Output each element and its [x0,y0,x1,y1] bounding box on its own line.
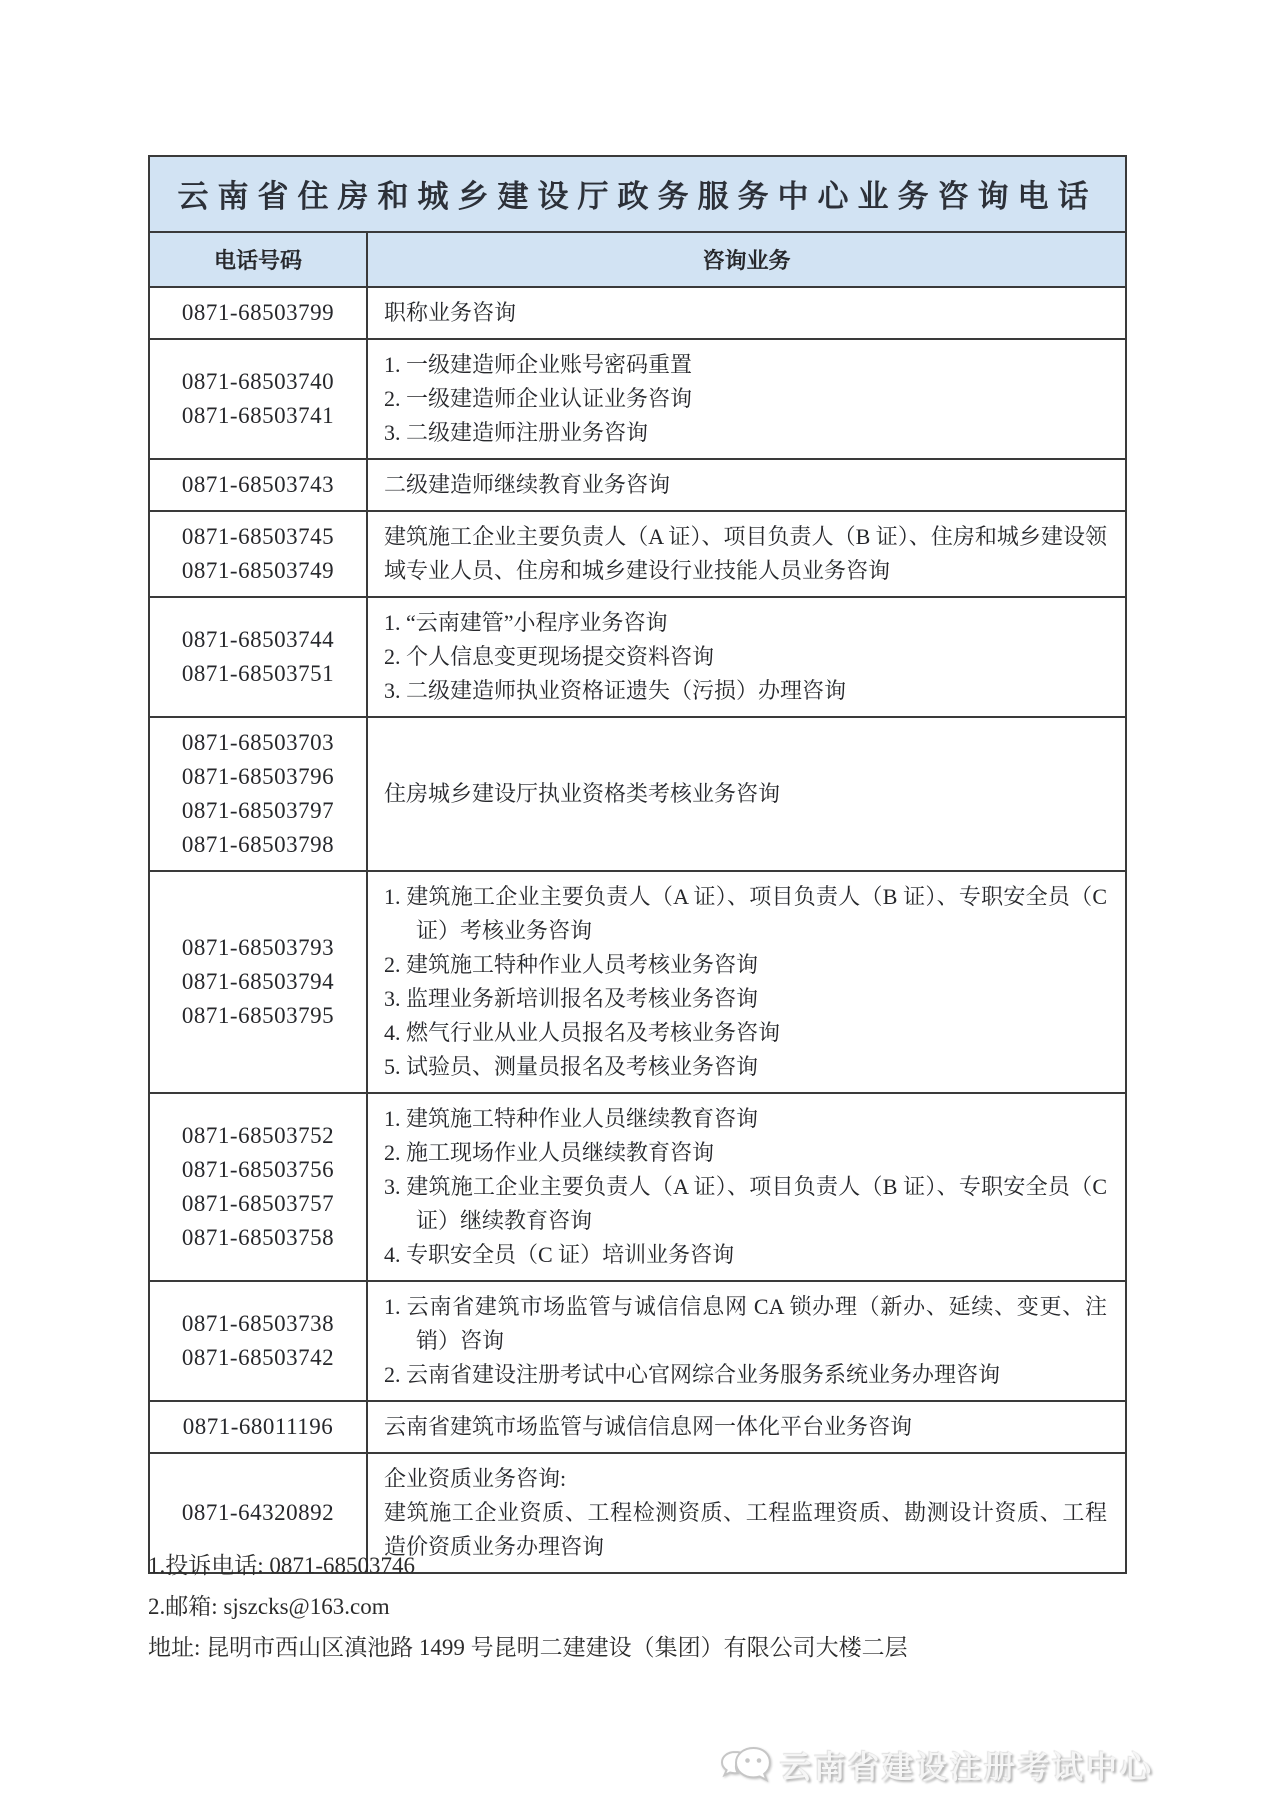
service-item: 云南省建筑市场监管与诚信信息网一体化平台业务咨询 [384,1414,913,1439]
phone-cell [150,1094,368,1280]
service-cell [368,872,1125,1092]
table-row [150,1282,1125,1402]
email-line: 2.邮箱: sjszcks@163.com [148,1594,390,1619]
service-item: 住房城乡建设厅执业资格类考核业务咨询 [384,781,781,806]
phone-number: 0871-68503756 [181,1157,335,1182]
phone-cell [150,340,368,458]
phone-cell [150,288,368,338]
phone-number: 0871-68503795 [181,1003,335,1028]
table-row [150,512,1125,598]
service-item: 1. 建筑施工特种作业人员继续教育咨询 [384,1106,759,1131]
table-row [150,340,1125,460]
phone-number: 0871-68503798 [181,832,335,857]
phone-cell [150,718,368,870]
service-cell [368,1094,1125,1280]
table-row [150,288,1125,340]
service-item: 职称业务咨询 [384,300,517,325]
service-item: 企业资质业务咨询: [384,1466,567,1491]
service-cell [368,598,1125,716]
service-item: 建筑施工企业主要负责人（A 证）、项目负责人（B 证）、住房和城乡建设领域专业人员、住房和城乡建设行业技能人员业务咨询 [384,524,1107,583]
phone-number: 0871-68503741 [181,403,335,428]
address-line: 地址: 昆明市西山区滇池路 1499 号昆明二建建设（集团）有限公司大楼二层 [148,1635,908,1660]
table-title: 云南省住房和城乡建设厅政务服务中心业务咨询电话 [150,157,1125,233]
phone-number: 0871-68503740 [181,369,335,394]
service-item: 1. 云南省建筑市场监管与诚信信息网 CA 锁办理（新办、延续、变更、注销）咨询 [384,1294,1107,1353]
phone-number: 0871-68503738 [181,1311,335,1336]
phone-number: 0871-68503743 [181,472,335,497]
phone-number: 0871-68503794 [181,969,335,994]
table-row [150,872,1125,1094]
phone-cell [150,872,368,1092]
phone-number: 0871-68503797 [181,798,335,823]
phone-number: 0871-68503744 [181,627,335,652]
phone-number: 0871-68503742 [181,1345,335,1370]
phone-cell [150,1402,368,1452]
service-cell [368,1402,1125,1452]
table-row [150,598,1125,718]
service-item: 5. 试验员、测量员报名及考核业务咨询 [384,1054,759,1079]
phone-number: 0871-64320892 [181,1500,335,1525]
service-cell [368,340,1125,458]
phone-cell [150,512,368,596]
service-item: 4. 专职安全员（C 证）培训业务咨询 [384,1242,735,1267]
phone-number: 0871-68503793 [181,935,335,960]
phone-table [148,155,1127,1574]
phone-number: 0871-68503752 [181,1123,335,1148]
service-cell [368,288,1125,338]
service-cell [368,512,1125,596]
table-header [150,233,1125,288]
service-item: 3. 监理业务新培训报名及考核业务咨询 [384,986,759,1011]
phone-cell [150,460,368,510]
service-item: 2. 施工现场作业人员继续教育咨询 [384,1140,715,1165]
service-cell [368,460,1125,510]
service-cell [368,1282,1125,1400]
service-item: 2. 一级建造师企业认证业务咨询 [384,386,693,411]
service-item: 3. 二级建造师执业资格证遗失（污损）办理咨询 [384,678,847,703]
complaint-phone-line: 1.投诉电话: 0871-68503746 [148,1553,416,1578]
service-item: 二级建造师继续教育业务咨询 [384,472,671,497]
table-row [150,460,1125,512]
service-item: 1. 一级建造师企业账号密码重置 [384,352,693,377]
wechat-watermark [720,1742,1154,1787]
column-header-phone: 电话号码 [150,233,368,286]
service-item: 2. 个人信息变更现场提交资料咨询 [384,644,715,669]
service-item: 2. 建筑施工特种作业人员考核业务咨询 [384,952,759,977]
footer-notes [148,1545,908,1668]
phone-number: 0871-68503799 [181,300,335,325]
service-item: 2. 云南省建设注册考试中心官网综合业务服务系统业务办理咨询 [384,1362,1001,1387]
phone-number: 0871-68503757 [181,1191,335,1216]
phone-number: 0871-68503758 [181,1225,335,1250]
phone-cell [150,598,368,716]
phone-number: 0871-68503751 [181,661,335,686]
service-item: 3. 建筑施工企业主要负责人（A 证）、项目负责人（B 证）、专职安全员（C 证）继续教育咨询 [384,1174,1107,1233]
phone-number: 0871-68503745 [181,524,335,549]
service-item: 4. 燃气行业从业人员报名及考核业务咨询 [384,1020,781,1045]
phone-number: 0871-68503796 [181,764,335,789]
service-cell [368,718,1125,870]
service-item: 建筑施工企业资质、工程检测资质、工程监理资质、勘测设计资质、工程造价资质业务办理咨询 [384,1500,1107,1559]
watermark-text: 云南省建设注册考试中心 [780,1750,1154,1785]
table-row [150,1402,1125,1454]
phone-cell [150,1282,368,1400]
phone-number: 0871-68011196 [182,1414,334,1439]
wechat-icon [720,1743,772,1787]
service-item: 1. 建筑施工企业主要负责人（A 证）、项目负责人（B 证）、专职安全员（C 证）考核业务咨询 [384,884,1107,943]
column-header-service: 咨询业务 [702,248,791,273]
service-item: 1. “云南建管”小程序业务咨询 [384,610,668,635]
phone-number: 0871-68503703 [181,730,335,755]
table-row [150,1094,1125,1282]
table-row [150,718,1125,872]
phone-number: 0871-68503749 [181,558,335,583]
service-item: 3. 二级建造师注册业务咨询 [384,420,649,445]
